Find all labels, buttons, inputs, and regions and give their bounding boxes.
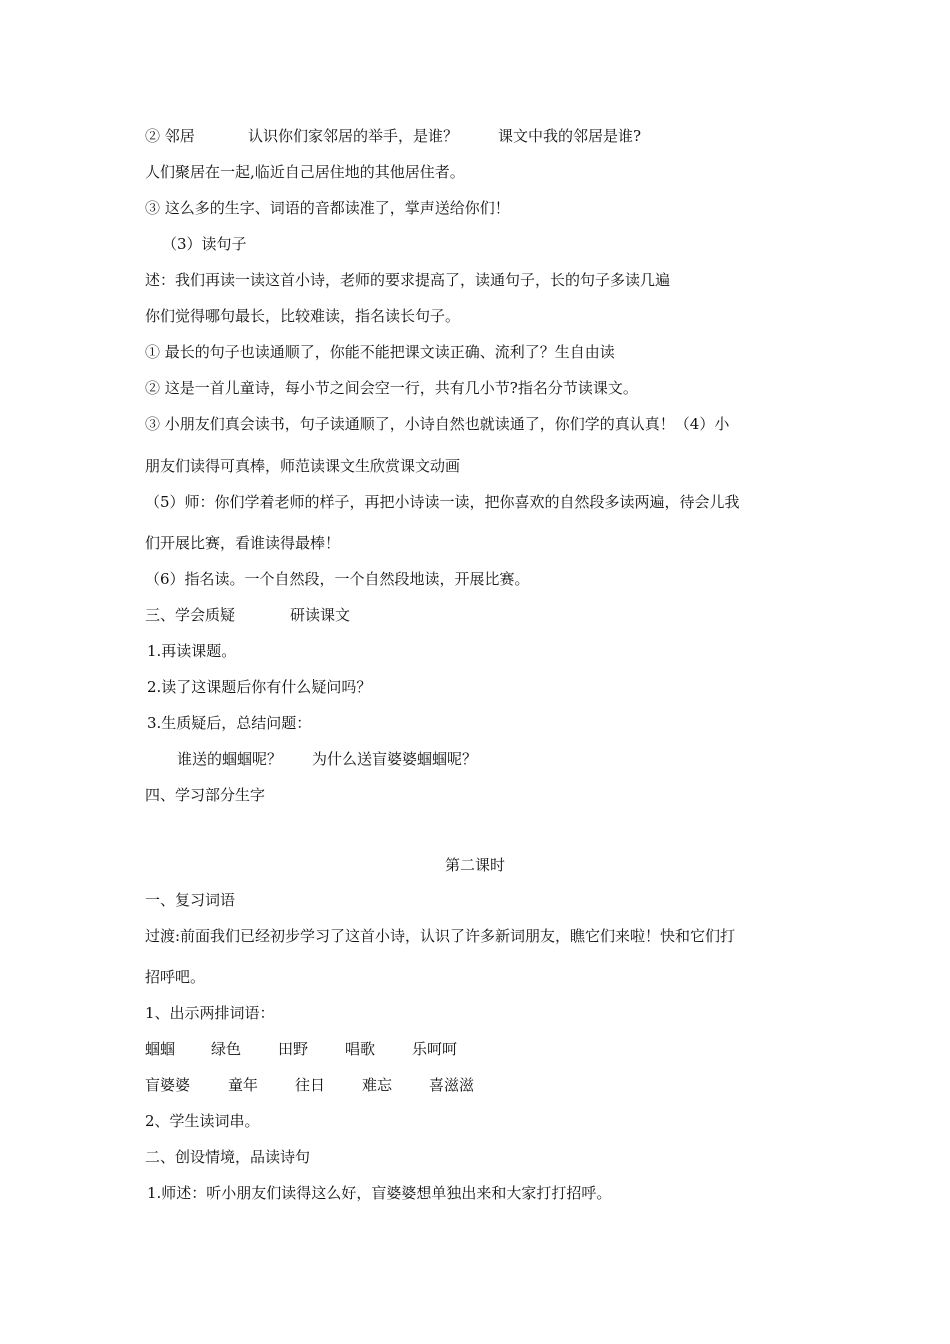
neighbor-label: ② 邻居 xyxy=(145,127,195,145)
applause-line: ③ 这么多的生字、词语的音都读准了，掌声送给你们！ xyxy=(145,199,510,217)
word-item: 蝈蝈 xyxy=(145,1040,176,1058)
read-word-string-line: 2、学生读词串。 xyxy=(145,1112,260,1130)
stanza-read-line: ② 这是一首儿童诗，每小节之间会空一行，共有几小节?指名分节读课文。 xyxy=(145,379,638,397)
lesson-two-heading: 第二课时 xyxy=(444,856,505,874)
neighbor-question: 认识你们家邻居的举手，是谁？ xyxy=(248,127,459,145)
section-two-heading: 二、创设情境，品读诗句 xyxy=(145,1148,311,1166)
summary-line: 3.生质疑后，总结问题： xyxy=(147,714,312,732)
word-item: 童年 xyxy=(228,1076,259,1094)
longest-sentence-line: 你们觉得哪句最长，比较难读，指名读长句子。 xyxy=(145,307,461,325)
section-three-title: 三、学会质疑 xyxy=(145,606,236,624)
question-two: 为什么送盲婆婆蝈蝈呢？ xyxy=(312,750,478,768)
word-item: 乐呵呵 xyxy=(412,1040,458,1058)
section-four-heading: 四、学习部分生字 xyxy=(145,786,266,804)
section-three-subtitle: 研读课文 xyxy=(290,606,351,624)
model-reading-line: 朋友们读得可真棒，师范读课文生欣赏课文动画 xyxy=(145,457,461,475)
reread-title-line: 1.再读课题。 xyxy=(147,642,237,660)
word-item: 难忘 xyxy=(362,1076,393,1094)
practice-line: （5）师：你们学着老师的样子，再把小诗读一读，把你喜欢的自然段多读两遍，待会儿我 xyxy=(145,493,740,511)
teacher-narration-line: 1.师述：听小朋友们读得这么好，盲婆婆想单独出来和大家打打招呼。 xyxy=(147,1184,612,1202)
instruction-line: 述：我们再读一读这首小诗，老师的要求提高了，读通句子，长的句子多读几遍 xyxy=(145,271,671,289)
praise-line: ③ 小朋友们真会读书，句子读通顺了，小诗自然也就读通了，你们学的真认真！（4）小 xyxy=(145,415,730,433)
word-item: 绿色 xyxy=(211,1040,242,1058)
word-item: 田野 xyxy=(278,1040,309,1058)
competition-line: 们开展比赛，看谁读得最棒！ xyxy=(145,534,341,552)
named-reading-line: （6）指名读。一个自然段，一个自然段地读，开展比赛。 xyxy=(145,570,530,588)
word-list-heading: 1、出示两排词语： xyxy=(145,1004,275,1022)
review-heading: 一、复习词语 xyxy=(145,891,236,909)
question-one: 谁送的蝈蝈呢？ xyxy=(177,750,283,768)
word-item: 唱歌 xyxy=(345,1040,376,1058)
neighbor-definition: 人们聚居在一起,临近自己居住地的其他居住者。 xyxy=(145,163,465,181)
neighbor-text-question: 课文中我的邻居是谁? xyxy=(498,127,642,145)
word-item: 喜滋滋 xyxy=(429,1076,475,1094)
read-sentences-heading: （3）读句子 xyxy=(162,235,247,253)
word-item: 盲婆婆 xyxy=(145,1076,191,1094)
question-prompt-line: 2.读了这课题后你有什么疑问吗？ xyxy=(147,678,372,696)
word-item: 往日 xyxy=(295,1076,326,1094)
greeting-line: 招呼吧。 xyxy=(145,968,206,986)
free-read-line: ① 最长的句子也读通顺了，你能不能把课文读正确、流利了？生自由读 xyxy=(145,343,615,361)
transition-line: 过渡:前面我们已经初步学习了这首小诗，认识了许多新词朋友，瞧它们来啦！快和它们打 xyxy=(145,927,736,945)
